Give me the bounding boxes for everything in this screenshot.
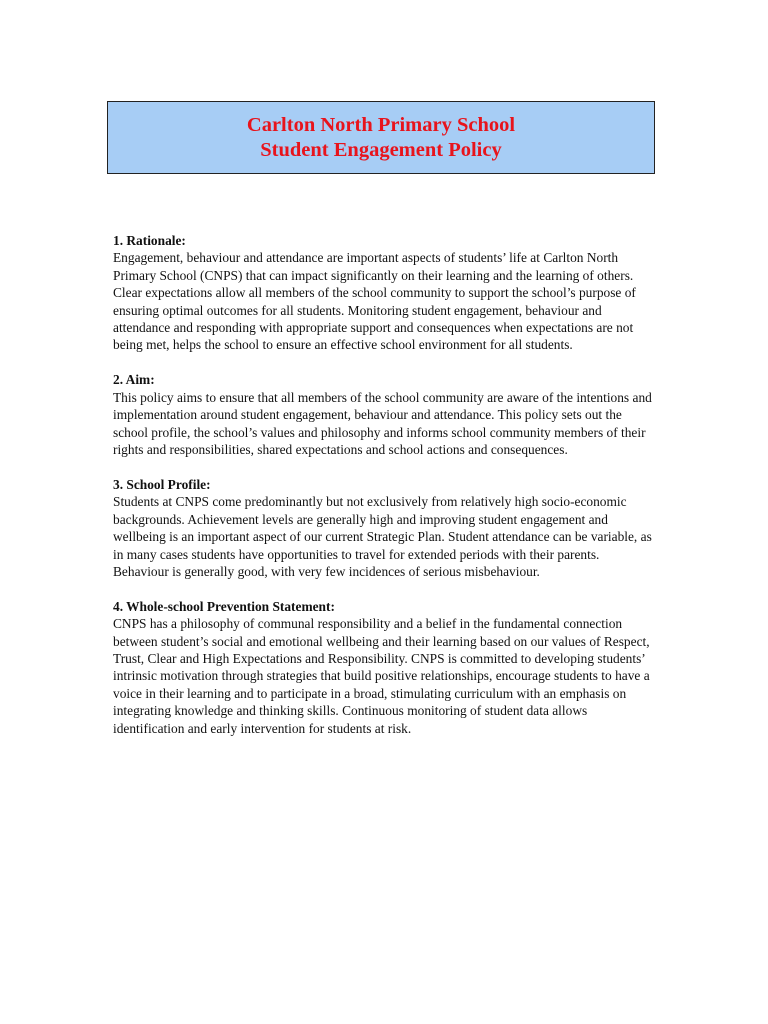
section-text: CNPS has a philosophy of communal responsibility and a belief in the fundamental connection between student’s social and emotional wellbeing and their learning based on our values of Respect, Trust, Clear and High Expectations and Responsibility. CNPS is committed to developing students’ intrinsic motivation through strategies that build positive relationships, encourage students to have a voice in their learning and to participate in a broad, stimulating curriculum with an emphasis on integrating knowledge and thinking skills. Continuous monitoring of student data allows identification and early intervention for students at risk. [113,616,650,736]
section-school-profile [113,476,658,580]
section-text: Engagement, behaviour and attendance are important aspects of students’ life at Carlton North Primary School (CNPS) that can impact significantly on their learning and the learning of others. Clear expectations allow all members of the school community to support the school’s purpose of ensuring optimal outcomes for all students. Monitoring student engagement, behaviour and attendance and responding with appropriate support and consequences when expectations are not being met, helps the school to ensure an effective school environment for all students. [113,250,636,353]
policy-title: Student Engagement Policy [260,138,502,161]
section-heading: 4. Whole-school Prevention Statement: [113,598,335,614]
title-box [107,101,655,174]
section-aim [113,371,658,458]
section-rationale [113,232,658,354]
document-body [113,232,658,755]
section-heading: 3. School Profile: [113,476,211,492]
section-prevention-statement [113,598,658,737]
school-name: Carlton North Primary School [246,113,516,136]
section-text: Students at CNPS come predominantly but not exclusively from relatively high socio-economic backgrounds. Achievement levels are generally high and improving student engagement and wellbeing is an important aspect of our current Strategic Plan. Student attendance can be variable, as in many cases students have opportunities to travel for extended periods with their parents. Behaviour is generally good, with very few incidences of serious misbehaviour. [113,494,652,579]
section-heading: 2. Aim: [113,372,155,388]
section-text: This policy aims to ensure that all members of the school community are aware of the intentions and implementation around student engagement, behaviour and attendance. This policy sets out the school profile, the school’s values and philosophy and informs school community members of their rights and responsibilities, shared expectations and school actions and consequences. [113,389,652,457]
section-heading: 1. Rationale: [113,233,186,248]
